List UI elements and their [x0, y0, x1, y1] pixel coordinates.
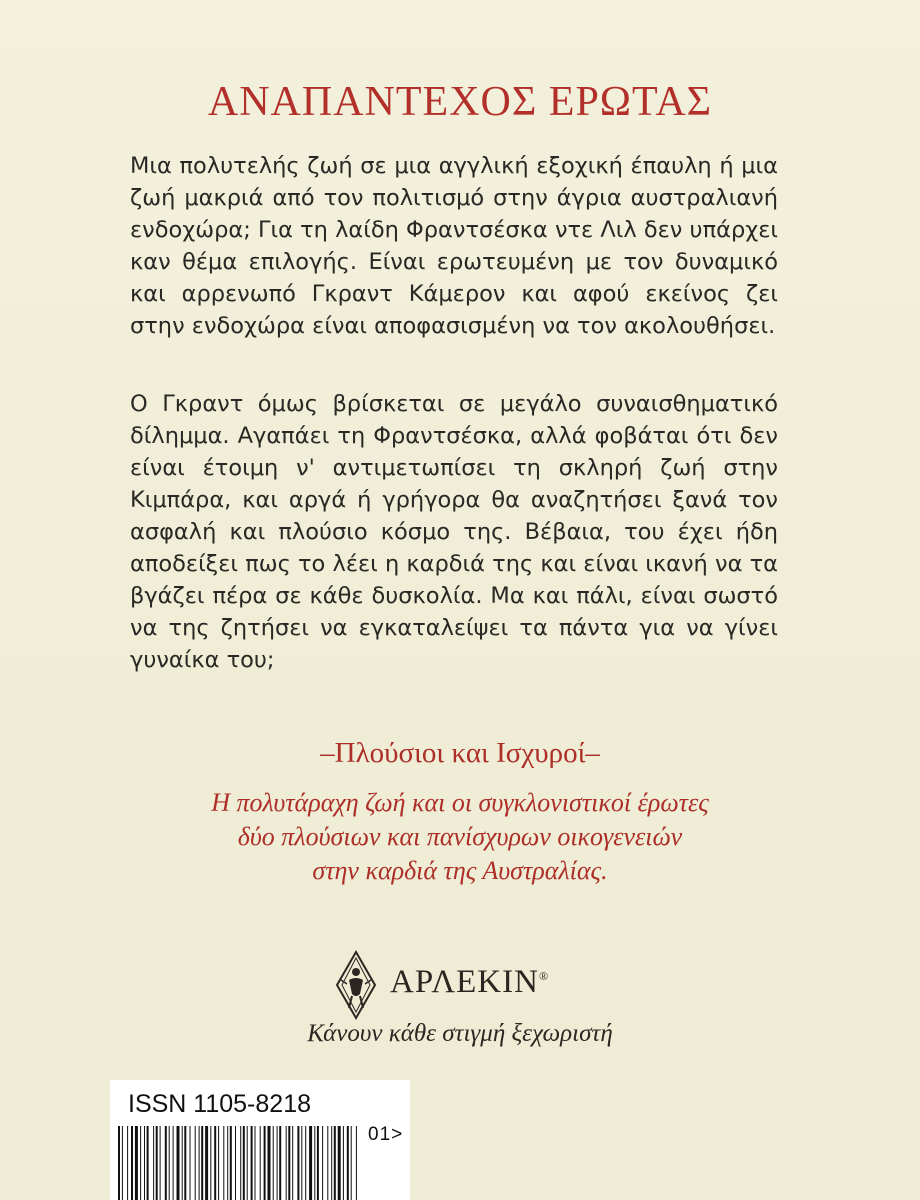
- barcode-bar: [173, 1126, 174, 1200]
- barcode-bar: [255, 1126, 256, 1200]
- barcode-bar: [356, 1126, 357, 1200]
- barcode-bar: [235, 1126, 236, 1200]
- barcode-bar: [334, 1126, 336, 1200]
- barcode-bar: [160, 1126, 161, 1200]
- barcode-bar: [199, 1126, 200, 1200]
- barcode-bar: [240, 1126, 241, 1200]
- barcode-bar: [218, 1126, 219, 1200]
- barcode-bar: [201, 1126, 203, 1200]
- barcode-area: [110, 1080, 410, 1200]
- harlequin-diamond-icon: [335, 950, 377, 1020]
- barcode-bar: [184, 1126, 186, 1200]
- barcode-bar: [297, 1126, 299, 1200]
- barcode-bar: [286, 1126, 287, 1200]
- barcode-bar: [190, 1126, 191, 1200]
- barcode-bar: [247, 1126, 248, 1200]
- barcode-bar: [347, 1126, 349, 1200]
- barcode-bar: [144, 1126, 145, 1200]
- publisher-slogan: Κάνουν κάθε στιγμή ξεχωριστή: [307, 1020, 613, 1047]
- barcode-bar: [195, 1126, 196, 1200]
- barcode-bar: [273, 1126, 274, 1200]
- barcode-bar: [343, 1126, 344, 1200]
- barcode-suffix: 01>: [368, 1124, 404, 1145]
- barcode-bar: [122, 1126, 123, 1200]
- barcode-bar: [165, 1126, 167, 1200]
- series-heading: –Πλούσιοι και Ισχυροί–: [320, 737, 600, 769]
- barcode-bar: [260, 1126, 261, 1200]
- tagline-line-2: δύο πλούσιων και πανίσχυρων οικογενειών: [237, 822, 683, 851]
- barcode-bar: [156, 1126, 158, 1200]
- registered-mark: ®: [538, 969, 550, 983]
- book-title: ΑΝΑΠΑΝΤΕΧΟΣ ΕΡΩΤΑΣ: [207, 79, 713, 125]
- blurb-paragraph-2: Ο Γκραντ όμως βρίσκεται σε μεγάλο συναισθηματικό δίλημμα. Αγαπάει τη Φραντσέσκα, αλλά φοβάται ότι δεν είναι έτοιμη ν' αντιμετωπίσει τη σκληρή ζωή στην Κιμπάρα, και αργά ή γρήγορα θα αναζητήσει ξανά τον ασφαλή και πλούσιο κόσμο της. Βέβαια, του έχει ήδη αποδείξει πως το λέει η καρδιά της και είναι ικανή να τα βγάζει πέρα σε κάθε δυσκολία. Μα και πάλι, είναι σωστό να της ζητήσει να εγκαταλείψει τα πάντα για να γίνει γυναίκα του;: [130, 391, 778, 673]
- barcode-bar: [338, 1126, 341, 1200]
- barcode-bar: [268, 1126, 271, 1200]
- barcode: [110, 1126, 360, 1200]
- barcode-bar: [288, 1126, 290, 1200]
- barcode-bar: [351, 1126, 352, 1200]
- barcode-bar: [305, 1126, 306, 1200]
- barcode-bar: [127, 1126, 128, 1200]
- barcode-bar: [322, 1126, 323, 1200]
- barcode-bar: [230, 1126, 232, 1200]
- tagline-line-1: Η πολυτάραχη ζωή και οι συγκλονιστικοί έρωτες: [211, 788, 709, 817]
- barcode-bar: [317, 1126, 319, 1200]
- barcode-bar: [227, 1126, 228, 1200]
- barcode-bar: [214, 1126, 216, 1200]
- barcode-bar: [205, 1126, 208, 1200]
- barcode-bar: [223, 1126, 224, 1200]
- barcode-bar: [118, 1126, 120, 1200]
- barcode-bar: [140, 1126, 141, 1200]
- barcode-bar: [279, 1126, 281, 1200]
- barcode-bar: [135, 1126, 138, 1200]
- barcode-bar: [331, 1126, 332, 1200]
- barcode-bar: [131, 1126, 133, 1200]
- series-tagline: [0, 786, 920, 888]
- barcode-bar: [292, 1126, 293, 1200]
- issn-number: ISSN 1105-8218: [128, 1090, 311, 1118]
- barcode-bar: [251, 1126, 253, 1200]
- publisher-name-text: ΑΡΛΕΚΙΝ: [390, 964, 539, 1000]
- barcode-bar: [169, 1126, 170, 1200]
- barcode-bar: [314, 1126, 315, 1200]
- publisher-name: [390, 964, 549, 1001]
- barcode-bar: [309, 1126, 312, 1200]
- barcode-bar: [301, 1126, 302, 1200]
- tagline-line-3: στην καρδιά της Αυστραλίας.: [312, 856, 608, 885]
- barcode-bar: [327, 1126, 328, 1200]
- blurb-paragraph-1: Μια πολυτελής ζωή σε μια αγγλική εξοχική έπαυλη ή μια ζωή μακριά από τον πολιτισμό στην άγρια αυστραλιανή ενδοχώρα; Για τη λαίδη Φραντσέσκα ντε Λιλ δεν υπάρχει καν θέμα επιλογής. Είναι ερωτευμένη με τον δυναμικό και αρρενωπό Γκραντ Κάμερον και αφού εκείνος ζει στην ενδοχώρα είναι αποφασισμένη να τον ακολουθήσει.: [130, 153, 778, 339]
- barcode-bar: [153, 1126, 154, 1200]
- barcode-bar: [177, 1126, 180, 1200]
- publisher-brand: [335, 950, 595, 1022]
- barcode-bar: [182, 1126, 183, 1200]
- barcode-bar: [264, 1126, 266, 1200]
- barcode-bar: [277, 1126, 278, 1200]
- barcode-bar: [243, 1126, 245, 1200]
- barcode-bar: [147, 1126, 149, 1200]
- barcode-bar: [210, 1126, 211, 1200]
